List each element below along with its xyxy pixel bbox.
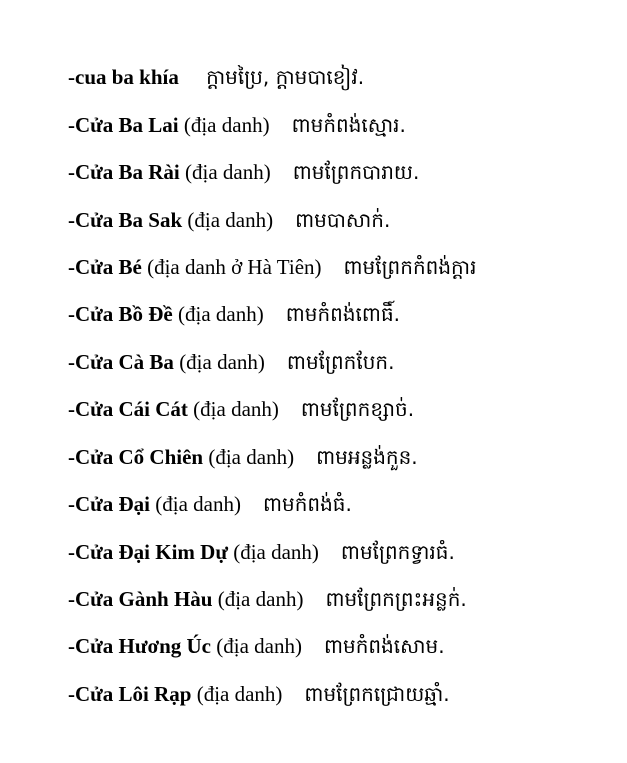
entry-cua-ganh-hau <box>68 585 467 613</box>
entry-khmer-translation: ពាមកំពង់សោម. <box>323 634 445 658</box>
entry-note: (địa danh) <box>193 397 279 421</box>
entry-khmer-translation: ក្តាមប្រៃ, ក្តាមបាខៀវ. <box>206 65 365 89</box>
entry-cua-ba-sak <box>68 206 390 234</box>
entry-cua-be <box>68 253 476 281</box>
entry-khmer-translation: ពាមកំពង់ពោធិ៍. <box>285 302 401 326</box>
entry-note: (địa danh) <box>178 302 264 326</box>
entry-khmer-translation: ពាមព្រែកខ្សាច់. <box>300 397 415 421</box>
entry-khmer-translation: ពាមកំពង់ធំ. <box>262 492 352 516</box>
entry-khmer-translation: ពាមព្រែកទ្វារធំ. <box>340 540 455 564</box>
entry-cua-dai-kim-du <box>68 538 455 566</box>
entry-note: (địa danh ở Hà Tiên) <box>147 255 322 279</box>
entry-term: -Cửa Ba Lai <box>68 113 179 137</box>
entry-cua-ca-ba <box>68 348 394 376</box>
entry-term: -Cửa Cổ Chiên <box>68 445 204 469</box>
entry-note: (địa danh) <box>196 682 283 706</box>
entry-cua-ba-khia <box>68 63 364 91</box>
entry-khmer-translation: ពាមព្រែកបែក. <box>286 350 395 374</box>
entry-note: (địa danh) <box>217 587 304 611</box>
entry-note: (địa danh) <box>183 113 270 137</box>
entry-cua-ba-rai <box>68 158 419 186</box>
entry-term: -Cửa Đại Kim Dự <box>68 540 228 564</box>
entry-khmer-translation: ពាមកំពង់ស្មោរ. <box>291 113 406 137</box>
entry-khmer-translation: ពាមអន្លង់កួន. <box>316 445 418 469</box>
entry-khmer-translation: ពាមព្រែកជ្រោយឆ្មាំ. <box>304 682 450 706</box>
entry-note: (địa danh) <box>208 445 295 469</box>
entry-cua-bo-de <box>68 300 400 328</box>
entry-term: -Cửa Đại <box>68 492 151 516</box>
entry-cua-ba-lai <box>68 111 406 139</box>
entry-term: -Cửa Hương Úc <box>68 634 211 658</box>
entry-cua-loi-rap <box>68 680 450 708</box>
entry-cua-dai <box>68 490 352 518</box>
entry-cua-huong-uc <box>68 632 445 660</box>
entry-khmer-translation: ពាមព្រែកកំពង់ក្តារ <box>343 255 477 279</box>
entry-cua-co-chien <box>68 443 418 471</box>
entry-cua-cai-cat <box>68 395 414 423</box>
entry-khmer-translation: ពាមព្រែកព្រះអន្លក់. <box>325 587 467 611</box>
entry-note: (địa danh) <box>179 350 265 374</box>
entry-term: -Cửa Bồ Đề <box>68 302 173 326</box>
entry-khmer-translation: ពាមព្រែកបារាយ. <box>292 160 420 184</box>
entry-note: (địa danh) <box>155 492 241 516</box>
entry-term: -Cửa Cà Ba <box>68 350 174 374</box>
entry-term: -Cửa Ba Sak <box>68 208 183 232</box>
entry-note: (địa danh) <box>233 540 319 564</box>
entry-term: -Cửa Ba Rài <box>68 160 180 184</box>
entry-term: -Cửa Gành Hàu <box>68 587 213 611</box>
entry-term: -Cửa Cái Cát <box>68 397 188 421</box>
entry-note: (địa danh) <box>187 208 274 232</box>
entry-term: -cua ba khía <box>68 65 179 89</box>
entry-khmer-translation: ពាមបាសាក់. <box>295 208 391 232</box>
entry-note: (địa danh) <box>185 160 271 184</box>
entry-note: (địa danh) <box>216 634 302 658</box>
entry-term: -Cửa Lôi Rạp <box>68 682 192 706</box>
entry-term: -Cửa Bé <box>68 255 142 279</box>
